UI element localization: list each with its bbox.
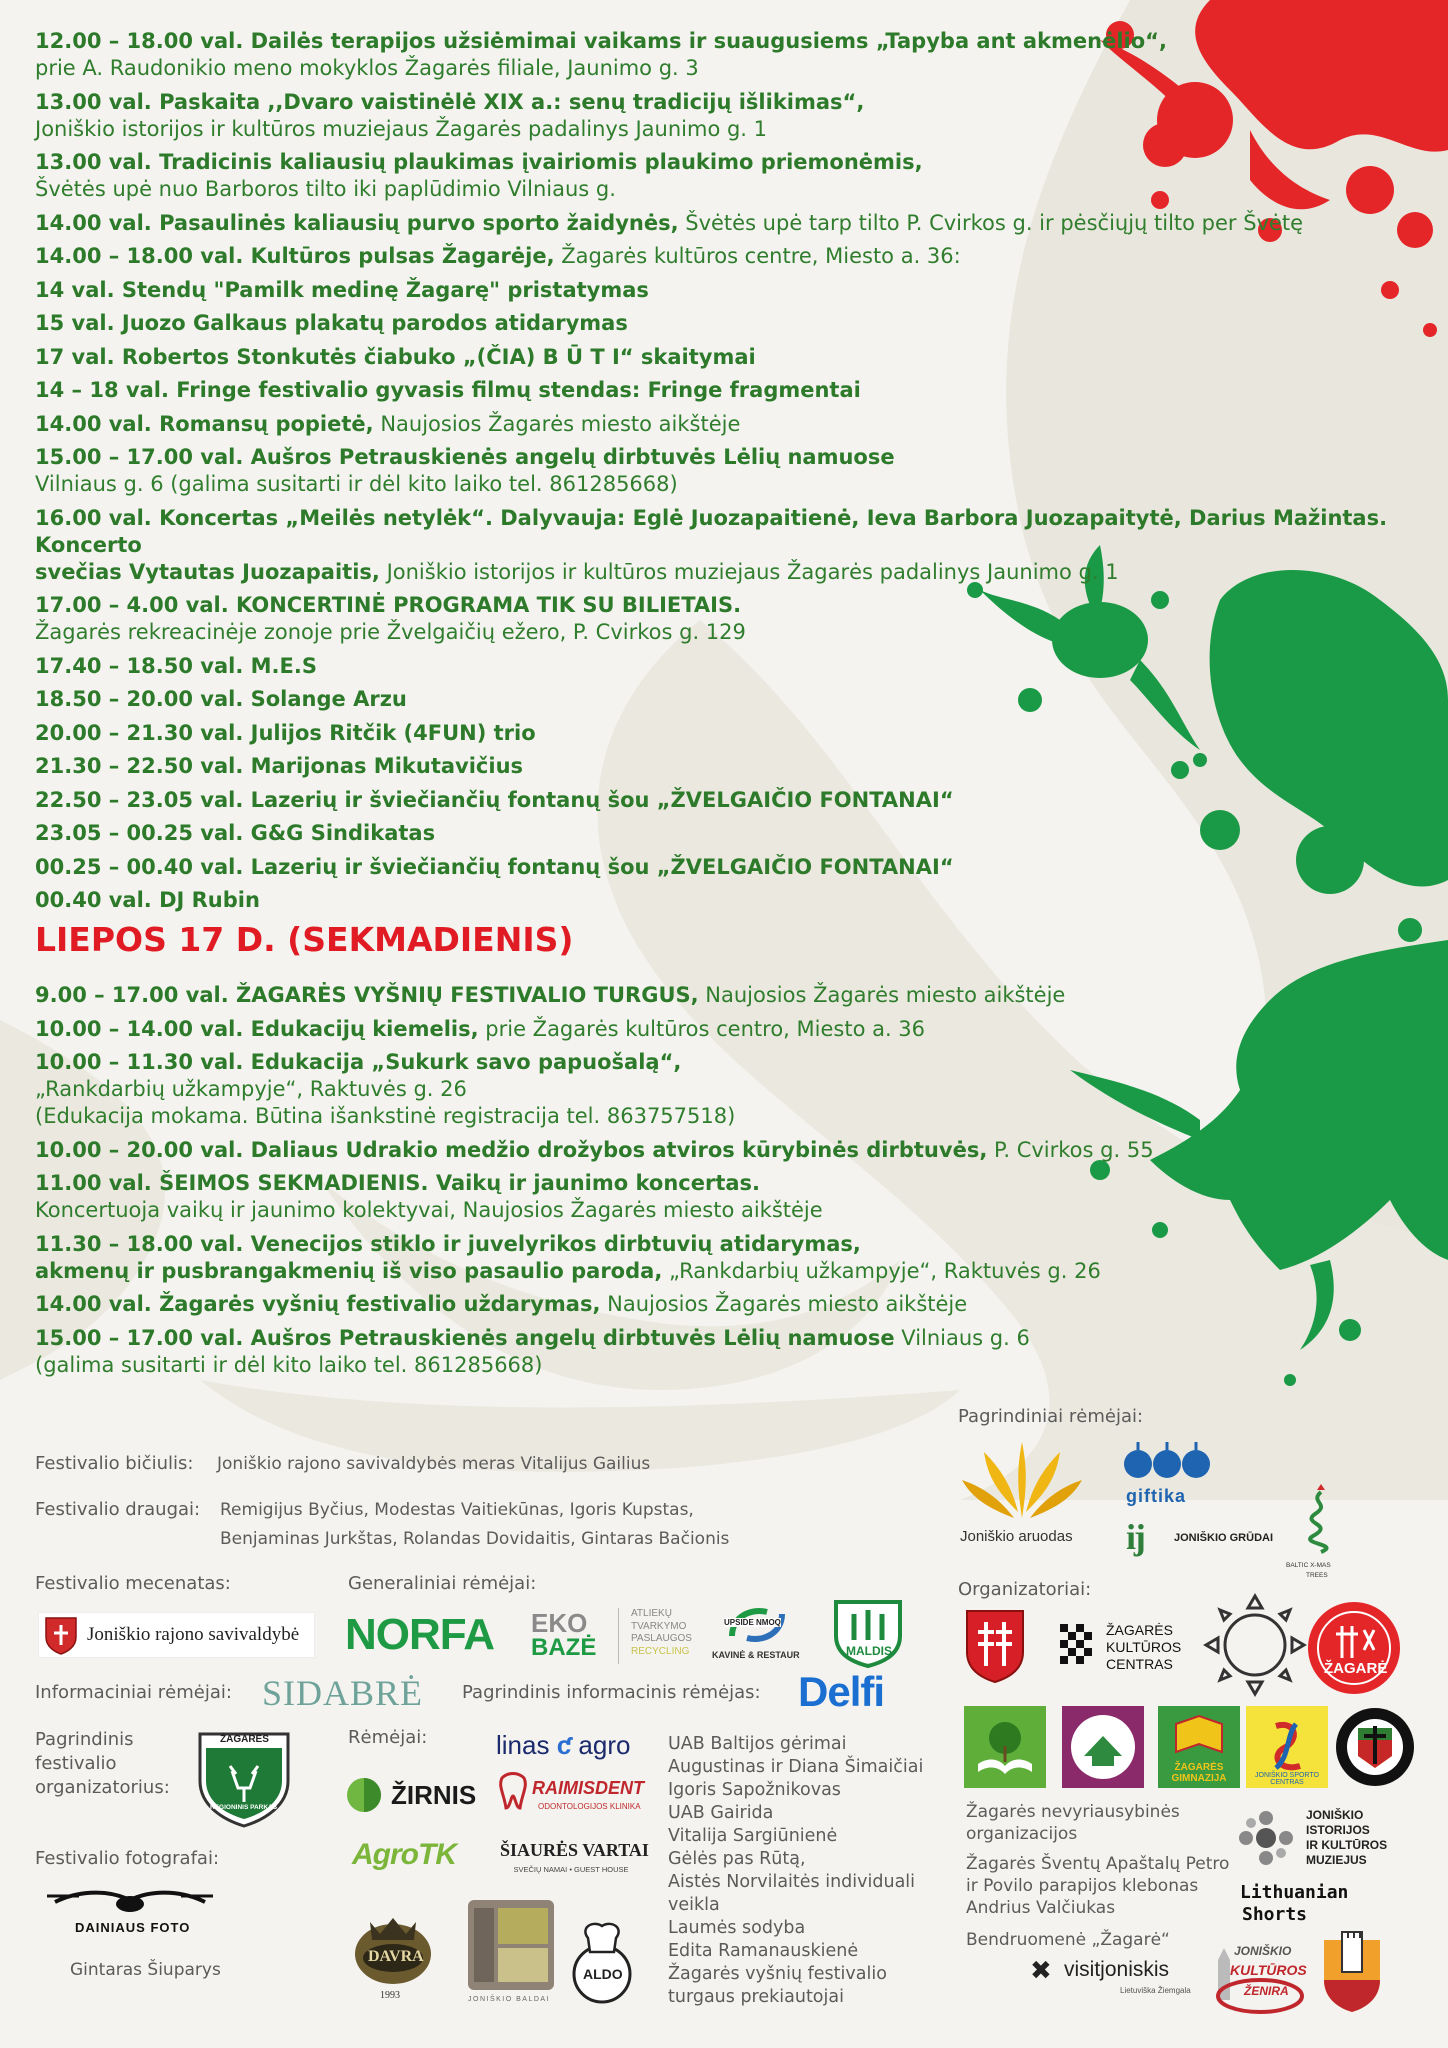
aruodas-text: Joniškio aruodas <box>960 1528 1073 1545</box>
remejas-item: Žagarės vyšnių festivalio <box>668 1964 887 1984</box>
schedule-entry <box>35 686 1435 713</box>
schedule-entry <box>35 1325 1435 1379</box>
remejas-item: UAB Gairida <box>668 1803 774 1823</box>
entry-title: 11.00 val. ŠEIMOS SEKMADIENIS. Vaikų ir jaunimo koncertas. <box>35 1171 761 1195</box>
people-circle-icon <box>1200 1590 1310 1700</box>
zagare-coat-logo <box>964 1608 1026 1684</box>
schedule-entry <box>35 982 1435 1009</box>
schedule-entry <box>35 28 1435 82</box>
entry-line-1 <box>35 243 1435 270</box>
schedule-entry <box>35 1231 1435 1285</box>
grudai-text: JONIŠKIO GRŪDAI <box>1174 1532 1274 1544</box>
entry-line-1 <box>35 1231 1435 1258</box>
kultura-centras-logo <box>1056 1622 1190 1678</box>
raimisdent-sub: ODONTOLOGIJOS KLINIKA <box>538 1802 641 1811</box>
remejas-item: turgaus prekiautojai <box>668 1987 844 2007</box>
giftika-logo <box>1122 1440 1222 1510</box>
entry-title: 16.00 val. Koncertas „Meilės netylėk“. Dalyvauja: Eglė Juozapaitienė, Ieva Barbora Juozapaitytė, Darius Mažintas. Koncerto <box>35 505 1388 557</box>
mecenatas-label: Festivalio mecenatas: <box>35 1573 231 1594</box>
entry-line-1 <box>35 344 1435 371</box>
pagrindinis-info-label: Pagrindinis informacinis rėmėjas: <box>462 1682 761 1703</box>
entry-title: 14.00 val. Romansų popietė, <box>35 411 374 436</box>
draugai-line2: Benjaminas Jurkštas, Rolandas Dovidaitis, Gintaras Bačionis <box>220 1529 730 1549</box>
entry-location: Vilniaus g. 6 <box>894 1325 1030 1350</box>
tower-shield-logo <box>1320 1930 1384 2014</box>
raimisdent-text: RAIMISDENT <box>532 1778 644 1798</box>
wheat-icon <box>958 1432 1086 1522</box>
entry-line-1 <box>35 28 1435 55</box>
kc-line-2: KULTŪROS <box>1106 1639 1182 1655</box>
xmas-text-2: TREES <box>1306 1572 1328 1579</box>
organizatoriai-label: Organizatoriai: <box>958 1579 1092 1600</box>
entry-location: Naujosios Žagarės miesto aikštėje <box>373 411 741 436</box>
remejai-list <box>668 1733 923 2009</box>
remejas-item: Gėlės pas Rūtą, <box>668 1849 806 1869</box>
remejas-item: Igoris Sapožnikovas <box>668 1780 841 1800</box>
entry-title: 12.00 – 18.00 val. Dailės terapijos užsiėmimai vaikams ir suaugusiems „Tapyba ant akmenėlio“, <box>35 29 1167 53</box>
sporto-text: JONIŠKIO SPORTO CENTRAS <box>1255 1772 1319 1786</box>
entry-line-1 <box>35 444 1435 471</box>
xmas-text-1: BALTIC X-MAS <box>1286 1562 1331 1569</box>
zagare-park-logo <box>192 1726 296 1828</box>
zagare-red-text: ŽAGARĖ <box>1324 1660 1388 1677</box>
entry-line-1 <box>35 854 1435 881</box>
entry-line-1 <box>35 210 1435 237</box>
remejas-item: Edita Ramanauskienė <box>668 1941 859 1961</box>
joniskio-baldai-logo <box>468 1900 558 2010</box>
dainiaus-foto-logo <box>45 1882 215 1942</box>
entry-location: „Rankdarbių užkampyje“, Raktuvės g. 26 <box>662 1258 1101 1283</box>
parapija-text-1: Žagarės Šventų Apaštalų Petro <box>966 1854 1230 1874</box>
tooth-icon <box>498 1772 528 1812</box>
lithuanian-line-2: Shorts <box>1242 1904 1308 1925</box>
book-tree-icon <box>964 1706 1046 1788</box>
zenira-line-3: ŽENIRA <box>1244 1984 1289 1998</box>
eko-text: EKO <box>531 1608 588 1638</box>
schedule-entry <box>35 787 1435 814</box>
entry-line-2 <box>35 1258 1435 1285</box>
muziejus-line-2: ISTORIJOS <box>1306 1823 1370 1837</box>
lithuanian-shorts-logo <box>1240 1882 1376 1934</box>
bicilius-label: Festivalio bičiulis: <box>35 1453 194 1474</box>
visitjoniskis-logo <box>1030 1956 1200 2000</box>
remejas-item: UAB Baltijos gėrimai <box>668 1734 847 1754</box>
giftika-text: giftika <box>1126 1486 1187 1506</box>
eko-sub-2: TVARKYMO <box>631 1620 687 1632</box>
lithuanian-line-1: Lithuanian <box>1240 1882 1349 1903</box>
zenira-line-2: KULTŪROS <box>1230 1962 1307 1978</box>
park-bottom-text: REGIONINIS PARKAS <box>210 1804 278 1811</box>
pea-icon <box>345 1776 383 1814</box>
entry-line-1 <box>35 686 1435 713</box>
kc-line-3: CENTRAS <box>1106 1656 1173 1672</box>
entry-title-cont: svečias Vytautas Juozapaitis, <box>35 559 380 584</box>
schedule-entry <box>35 854 1435 881</box>
schedule-entry <box>35 377 1435 404</box>
sauliu-logo <box>1334 1706 1416 1788</box>
schedule-entry <box>35 592 1435 646</box>
draugai-label: Festivalio draugai: <box>35 1499 201 1520</box>
entry-line-2: Joniškio istorijos ir kultūros muziejaus Žagarės padalinys Jaunimo g. 1 <box>35 116 768 141</box>
entry-title: 00.40 val. DJ Rubin <box>35 888 260 912</box>
people-circle-logo <box>1200 1590 1310 1700</box>
entry-line-2: prie A. Raudonikio meno mokyklos Žagarės filiale, Jaunimo g. 3 <box>35 56 699 80</box>
entry-line-1 <box>35 1137 1435 1164</box>
baldai-blocks-icon <box>468 1900 554 1990</box>
draugai-line1: Remigijus Byčius, Modestas Vaitiekūnas, Igoris Kupstas, <box>220 1500 694 1520</box>
remejas-item: Vitalija Sargiūnienė <box>668 1826 838 1846</box>
entry-line-1 <box>35 753 1435 780</box>
sporto-centras-logo <box>1246 1706 1328 1788</box>
zenira-line-1: JONIŠKIO <box>1234 1944 1292 1958</box>
entry-location: Žagarės kultūros centre, Miesto a. 36: <box>554 244 961 268</box>
muziejus-icon-logo <box>1236 1808 1296 1868</box>
entry-title: 20.00 – 21.30 val. Julijos Ritčik (4FUN) trio <box>35 720 536 745</box>
fotografas-name: Gintaras Šiuparys <box>70 1960 221 1980</box>
eko-sub-logo <box>618 1608 715 1664</box>
baldai-text: JONIŠKIO BALDAI <box>468 1996 551 2003</box>
schedule-entry <box>35 887 1435 914</box>
schedule-entry <box>35 1170 1435 1224</box>
raimisdent-logo <box>498 1772 658 1822</box>
entry-line-1 <box>35 277 1435 304</box>
entry-title: 17 val. Robertos Stonkutės čiabuko „(ČIA) B Ū T I“ skaitymai <box>35 344 756 369</box>
parapija-text-2: ir Povilo parapijos klebonas <box>966 1876 1199 1896</box>
remejas-item: Laumės sodyba <box>668 1918 806 1938</box>
entry-title: 17.00 – 4.00 val. KONCERTINĖ PROGRAMA TIK SU BILIETAIS. <box>35 593 742 617</box>
park-top-text: ŽAGARĖS <box>220 1734 269 1745</box>
gimnazija-text: ŽAGARĖS GIMNAZIJA <box>1171 1762 1227 1784</box>
entry-line-2: Vilniaus g. 6 (galima susitarti ir dėl kito laiko tel. 861285668) <box>35 472 678 496</box>
zagare-coat-icon <box>964 1608 1026 1684</box>
entry-line-1 <box>35 1170 1435 1197</box>
entry-line-1 <box>35 411 1435 438</box>
pagr-org-label-2: festivalio <box>35 1753 117 1774</box>
entry-line-1 <box>35 1325 1435 1352</box>
schedule-entry <box>35 1049 1435 1130</box>
entry-location: Joniškio istorijos ir kultūros muziejaus Žagarės padalinys Jaunimo g. 1 <box>379 559 1119 584</box>
maldis-text: MALDIS <box>846 1644 892 1658</box>
gimnazija-book-icon <box>1158 1706 1240 1766</box>
entry-line-2: Žagarės rekreacinėje zonoje prie Žvelgaičių ežero, P. Cvirkos g. 129 <box>35 620 746 644</box>
upside-text: UPSIDE NMOQ <box>724 1618 781 1627</box>
schedule-day2 <box>35 982 1435 1385</box>
coat-of-arms-icon <box>43 1615 79 1655</box>
zirnis-text: ŽIRNIS <box>391 1780 477 1810</box>
tower-shield-icon <box>1320 1930 1384 2014</box>
linas-text: linas <box>496 1730 550 1760</box>
entry-line-1 <box>35 653 1435 680</box>
entry-line-1 <box>35 310 1435 337</box>
upside-sub: KAVINĖ & RESTAUR <box>712 1650 800 1660</box>
schedule-entry <box>35 277 1435 304</box>
entry-line-1 <box>35 377 1435 404</box>
remejas-item: veikla <box>668 1895 720 1915</box>
pagr-org-label-1: Pagrindinis <box>35 1729 134 1750</box>
entry-line-1 <box>35 149 1435 176</box>
remejai-label: Rėmėjai: <box>348 1727 428 1748</box>
entry-title: 21.30 – 22.50 val. Marijonas Mikutavičius <box>35 754 524 778</box>
aldo-chef-icon <box>570 1918 634 2008</box>
aldo-text: ALDO <box>583 1966 623 1982</box>
entry-title: 14 – 18 val. Fringe festivalio gyvasis filmų stendas: Fringe fragmentai <box>35 378 861 402</box>
parapija-text-3: Andrius Valčiukas <box>966 1898 1116 1918</box>
generaliniai-label: Generaliniai rėmėjai: <box>348 1573 537 1594</box>
linas-agro-swirl-icon: ƈ <box>556 1730 572 1760</box>
maldis-logo <box>828 1596 908 1668</box>
joniskio-savivaldybe-logo <box>38 1612 315 1658</box>
sidabre-logo: SIDABRĖ <box>262 1673 424 1713</box>
entry-line-2: „Rankdarbių užkampyje“, Raktuvės g. 26 <box>35 1077 467 1101</box>
entry-title: 15 val. Juozo Galkaus plakatų parodos atidarymas <box>35 311 628 335</box>
muziejus-line-4: MUZIEJUS <box>1306 1853 1367 1867</box>
norfa-eko-logo <box>345 1608 613 1664</box>
dainiaus-text: DAINIAUS FOTO <box>75 1920 191 1935</box>
ngo-book-logo <box>964 1706 1046 1788</box>
entry-location: Naujosios Žagarės miesto aikštėje <box>600 1292 968 1316</box>
entry-line-2: Koncertuoja vaikų ir jaunimo kolektyvai, Naujosios Žagarės miesto aikštėje <box>35 1198 823 1222</box>
schedule-entry <box>35 1016 1435 1043</box>
davra-text: DAVRA <box>368 1948 424 1965</box>
entry-line-1 <box>35 887 1435 914</box>
schedule-entry <box>35 310 1435 337</box>
entry-title: 14 val. Stendų "Pamilk medinę Žagarę" pristatymas <box>35 277 649 302</box>
schedule-day1 <box>35 28 1435 921</box>
schedule-entry <box>35 1137 1435 1164</box>
entry-line-1 <box>35 820 1435 847</box>
schedule-entry <box>35 89 1435 143</box>
entry-title: 14.00 val. Žagarės vyšnių festivalio uždarymas, <box>35 1292 601 1316</box>
tree-icon <box>1291 1480 1351 1560</box>
entry-title: 9.00 – 17.00 val. ŽAGARĖS VYŠNIŲ FESTIVALIO TURGUS, <box>35 983 699 1007</box>
entry-title: 18.50 – 20.00 val. Solange Arzu <box>35 687 407 711</box>
entry-line-1 <box>35 982 1435 1009</box>
entry-title: 15.00 – 17.00 val. Aušros Petrauskienės angelų dirbtuvės Lėlių namuose <box>35 1325 895 1350</box>
entry-line-1 <box>35 1016 1435 1043</box>
siaures-sub: SVEČIŲ NAMAI • GUEST HOUSE <box>513 1865 629 1874</box>
remejas-item: Augustinas ir Diana Šimaičiai <box>668 1757 924 1777</box>
ngo-text-2: organizacijos <box>966 1824 1078 1844</box>
entry-title: 23.05 – 00.25 val. G&G Sindikatas <box>35 821 436 845</box>
muziejus-circles-icon <box>1236 1808 1296 1868</box>
entry-line-2 <box>35 559 1435 586</box>
sauliu-cross-icon <box>1334 1706 1416 1788</box>
entry-line-2: (galima susitarti ir dėl kito laiko tel. 861285668) <box>35 1352 543 1377</box>
muziejus-text-logo <box>1306 1808 1387 1868</box>
section-title-sunday: LIEPOS 17 D. (SEKMADIENIS) <box>35 920 574 959</box>
visit-text: visitjoniskis <box>1064 1958 1170 1981</box>
entry-title: 14.00 val. Pasaulinės kaliausių purvo sporto žaidynės, <box>35 210 679 235</box>
entry-line-1 <box>35 787 1435 814</box>
siaures-text: ŠIAURĖS VARTAI <box>500 1840 649 1860</box>
remejas-item: Aistės Norvilaitės individuali <box>668 1872 916 1892</box>
drone-icon <box>45 1882 215 1916</box>
kulturos-zenira-logo <box>1208 1940 1307 2016</box>
jg-icon: ĳ <box>1126 1517 1146 1557</box>
schedule-entry <box>35 243 1435 270</box>
agro-text: agro <box>578 1730 631 1760</box>
upside-logo <box>712 1604 802 1668</box>
schedule-entry <box>35 411 1435 438</box>
entry-title: 22.50 – 23.05 val. Lazerių ir šviečiančių fontanų šou „ŽVELGAIČIO FONTANAI“ <box>35 787 954 812</box>
siaures-vartai-logo <box>500 1840 649 1886</box>
gimnazija-logo <box>1158 1706 1240 1788</box>
schedule-entry <box>35 505 1435 586</box>
entry-line-1 <box>35 1291 1435 1318</box>
delfi-logo: Delfi <box>798 1668 885 1715</box>
entry-title: 10.00 – 14.00 val. Edukacijų kiemelis, <box>35 1016 479 1041</box>
entry-title: 14.00 – 18.00 val. Kultūros pulsas Žagarėje, <box>35 244 555 268</box>
joniskio-grudai-logo <box>1126 1516 1276 1562</box>
entry-title-cont: akmenų ir pusbrangakmenių iš viso pasaulio paroda, <box>35 1258 663 1283</box>
entry-title: 10.00 – 20.00 val. Daliaus Udrakio medžio drožybos atviros kūrybinės dirbtuvės, <box>35 1137 988 1162</box>
entry-line-1 <box>35 592 1435 619</box>
entry-location: prie Žagarės kultūros centro, Miesto a. 36 <box>478 1016 926 1041</box>
davra-logo <box>350 1908 436 2008</box>
giftika-dots-icon <box>1122 1440 1212 1484</box>
schedule-entry <box>35 210 1435 237</box>
entry-title: 10.00 – 11.30 val. Edukacija „Sukurk savo papuošalą“, <box>35 1050 682 1074</box>
joniskio-aruodas-logo <box>958 1432 1086 1550</box>
muziejus-line-3: IR KULTŪROS <box>1306 1838 1388 1852</box>
visit-sub: Lietuviška Žiemgala <box>1120 1986 1191 1995</box>
entry-location: Naujosios Žagarės miesto aikštėje <box>698 983 1066 1007</box>
schedule-entry <box>35 720 1435 747</box>
linas-agro-logo <box>496 1730 630 1761</box>
ngo-school-logo <box>1062 1706 1144 1788</box>
entry-title: 15.00 – 17.00 val. Aušros Petrauskienės angelų dirbtuvės Lėlių namuose <box>35 445 895 469</box>
norfa-text: NORFA <box>345 1610 494 1659</box>
visit-x-icon: ✖ <box>1030 1956 1052 1986</box>
aldo-logo <box>570 1918 634 2008</box>
eko-sub-1: ATLIEKŲ <box>631 1608 672 1619</box>
eko-sub-3: PASLAUGOS <box>631 1633 692 1644</box>
savivaldybe-text: Joniškio rajono savivaldybė <box>87 1624 300 1645</box>
bicilius-value: Joniškio rajono savivaldybės meras Vitalijus Gailius <box>217 1454 651 1474</box>
entry-title: 13.00 val. Paskaita ,,Dvaro vaistinėlė XIX a.: senų tradicijų išlikimas“, <box>35 89 865 114</box>
zagare-red-circle-icon <box>1306 1600 1402 1696</box>
checker-icon <box>1056 1622 1100 1672</box>
kc-line-1: ŽAGARĖS <box>1106 1622 1173 1638</box>
zagare-red-logo <box>1306 1600 1402 1696</box>
pagr-org-label-3: organizatorius: <box>35 1777 170 1798</box>
informaciniai-label: Informaciniai rėmėjai: <box>35 1682 232 1703</box>
entry-title: 13.00 val. Tradicinis kaliausių plaukimas įvairiomis plaukimo priemonėmis, <box>35 150 923 174</box>
entry-line-1 <box>35 505 1435 559</box>
schedule-entry <box>35 344 1435 371</box>
entry-location: Švėtės upė tarp tilto P. Cvirkos g. ir pėsčiųjų tilto per Švėtę <box>678 210 1304 235</box>
entry-line-1 <box>35 720 1435 747</box>
davra-year: 1993 <box>380 1990 400 2001</box>
baltic-xmas-logo <box>1286 1480 1356 1586</box>
entry-line-2: Švėtės upė nuo Barboros tilto iki paplūdimio Vilniaus g. <box>35 177 616 201</box>
school-icon <box>1062 1706 1144 1788</box>
schedule-entry <box>35 444 1435 498</box>
entry-line-1 <box>35 1049 1435 1076</box>
entry-title: 00.25 – 00.40 val. Lazerių ir šviečiančių fontanų šou „ŽVELGAIČIO FONTANAI“ <box>35 854 954 879</box>
entry-location: P. Cvirkos g. 55 <box>987 1137 1154 1162</box>
entry-line-3: (Edukacija mokama. Būtina išankstinė registracija tel. 863757518) <box>35 1104 736 1128</box>
entry-title: 11.30 – 18.00 val. Venecijos stiklo ir juvelyrikos dirbtuvių atidarymas, <box>35 1231 861 1256</box>
entry-title: 17.40 – 18.50 val. M.E.S <box>35 653 317 678</box>
fotografai-label: Festivalio fotografai: <box>35 1848 220 1869</box>
schedule-entry <box>35 1291 1435 1318</box>
agrotk-logo: AgroTK <box>352 1838 456 1871</box>
muziejus-line-1: JONIŠKIO <box>1306 1808 1364 1822</box>
schedule-entry <box>35 149 1435 203</box>
schedule-entry <box>35 653 1435 680</box>
eko-sub-4: RECYCLING <box>631 1645 690 1657</box>
schedule-entry <box>35 753 1435 780</box>
ngo-text-1: Žagarės nevyriausybinės <box>966 1802 1180 1822</box>
entry-line-1 <box>35 89 1435 116</box>
bendruomene-text: Bendruomenė „Žagarė“ <box>966 1930 1170 1950</box>
schedule-entry <box>35 820 1435 847</box>
zirnis-logo <box>345 1776 490 1816</box>
pagrindiniai-label: Pagrindiniai rėmėjai: <box>958 1406 1144 1427</box>
baze-text: BAZĖ <box>531 1634 597 1661</box>
